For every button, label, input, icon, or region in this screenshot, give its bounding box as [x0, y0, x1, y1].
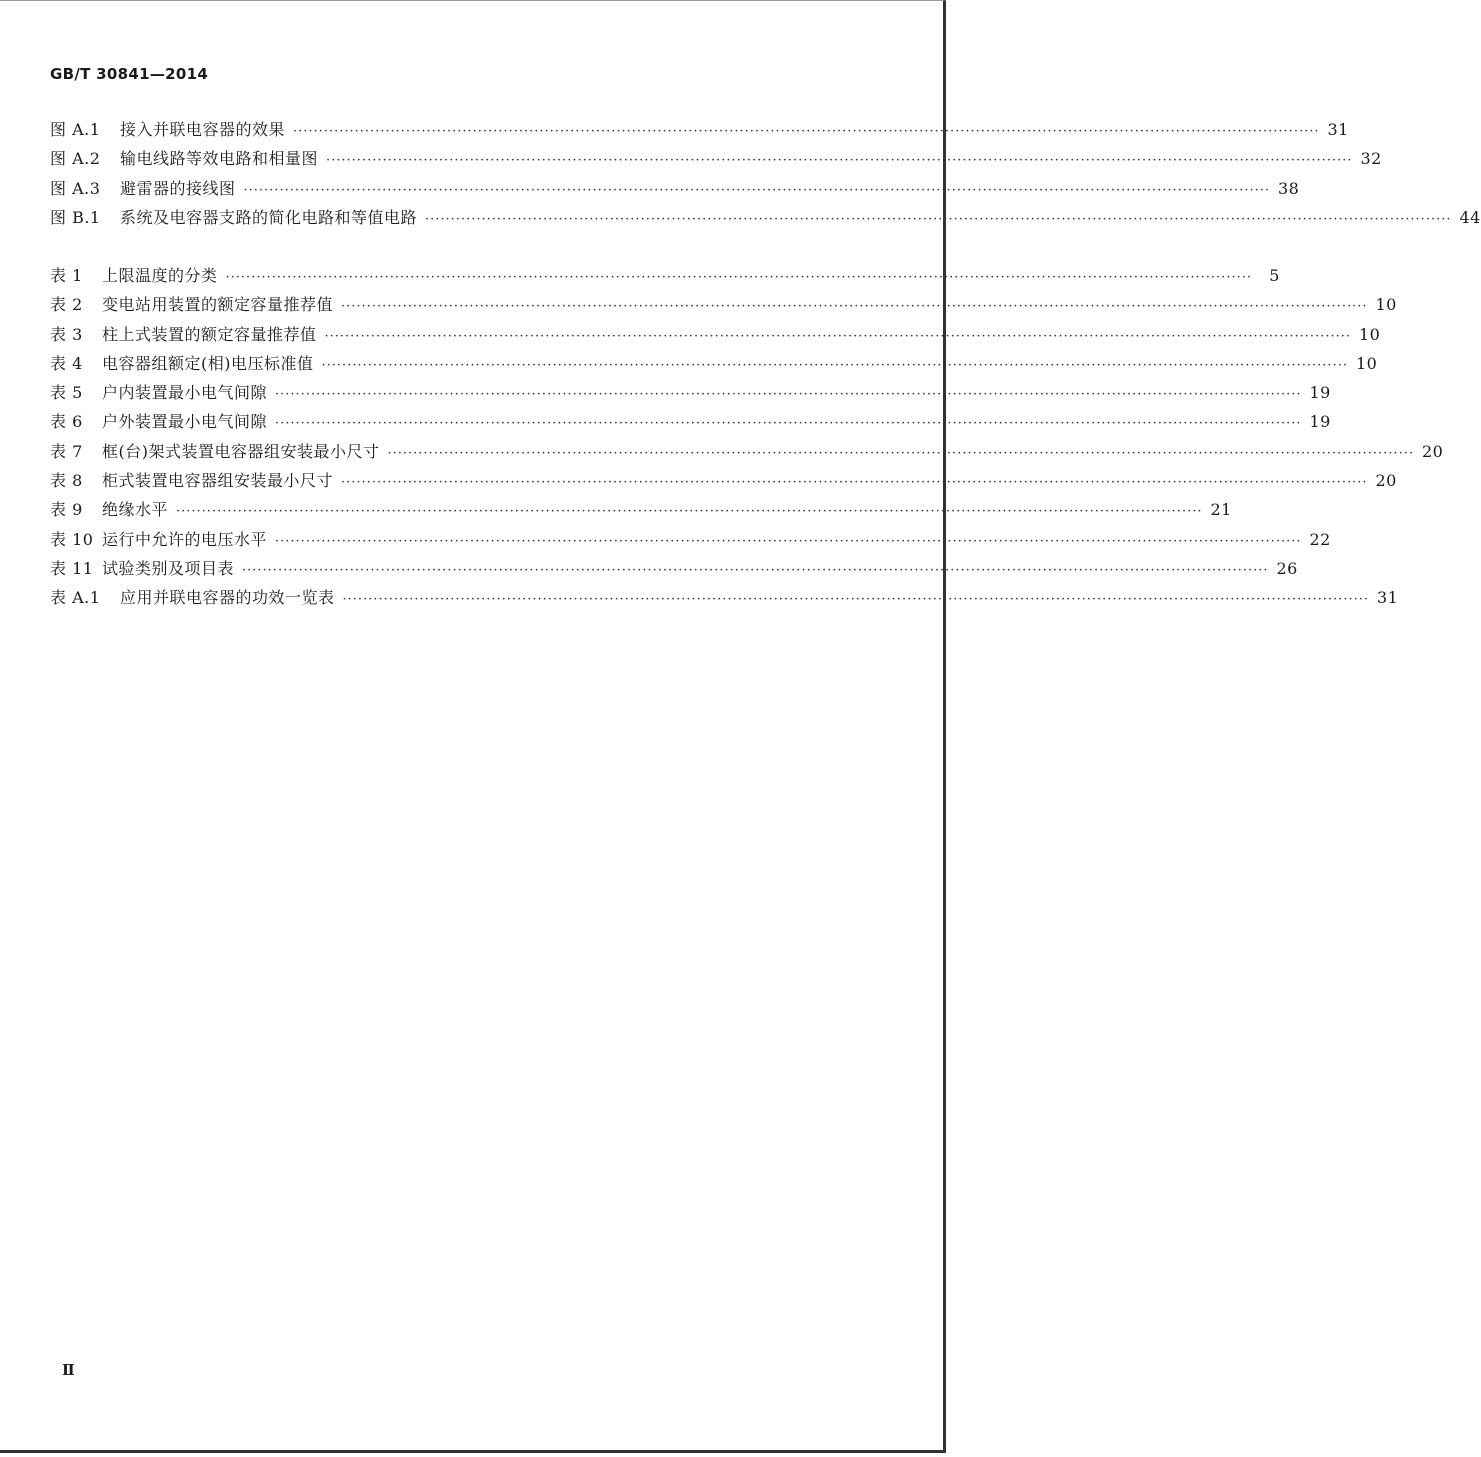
toc-entry — [50, 554, 1298, 583]
leader-dots: ········································································································································································································ — [324, 328, 1351, 344]
toc-entry-title: 应用并联电容器的功效一览表 — [120, 588, 335, 608]
toc-entry-title: 系统及电容器支路的简化电路和等值电路 — [120, 207, 418, 227]
toc-entry-page: 31 — [1327, 120, 1349, 139]
toc-entry-label: 表 1 — [50, 266, 83, 285]
toc-entry-label: 表 A.1 — [50, 588, 101, 608]
toc-entry-page: 19 — [1309, 412, 1331, 432]
leader-dots: ········································································································································································································ — [342, 592, 1369, 608]
toc-entry-page: 10 — [1375, 295, 1397, 315]
leader-dots: ········································································································································································································ — [293, 124, 1320, 139]
toc-entry-page: 38 — [1277, 178, 1300, 198]
toc-entry-page: 21 — [1210, 500, 1232, 520]
toc-entry-label: 图 A.2 — [50, 149, 101, 169]
toc-entry-label: 图 B.1 — [50, 207, 101, 227]
toc-entry-page: 20 — [1421, 441, 1444, 461]
toc-entry-page: 26 — [1276, 558, 1298, 578]
toc-entry-title: 框(台)架式装置电容器组安装最小尺寸 — [102, 441, 380, 461]
leader-dots: ········································································································································································································ — [242, 562, 1269, 578]
toc-entry-label: 表 7 — [50, 441, 83, 461]
leader-dots: ········································································································································································································ — [275, 416, 1302, 432]
toc-entry-label: 表 8 — [50, 471, 83, 491]
toc-entry-label: 表 9 — [50, 500, 83, 520]
toc-entry-page: 5 — [1269, 266, 1280, 285]
toc-entry-label: 图 A.3 — [50, 178, 101, 198]
leader-dots: ········································································································································································································ — [275, 387, 1302, 403]
page-number: Ⅱ — [62, 1361, 75, 1379]
toc-entry-title: 户内装置最小电气间隙 — [102, 383, 268, 403]
toc-entry-label: 表 2 — [50, 295, 83, 315]
toc-entry — [50, 349, 1378, 378]
table-list — [50, 261, 1444, 613]
document-code: GB/T 30841—2014 — [50, 65, 209, 83]
leader-dots: ········································································································································································································ — [326, 153, 1353, 169]
toc-entry-title: 电容器组额定(相)电压标准值 — [102, 353, 314, 373]
toc-entry-title: 户外装置最小电气间隙 — [102, 412, 268, 432]
leader-dots: ········································································································································································································ — [176, 504, 1203, 520]
toc-entry-title: 避雷器的接线图 — [120, 178, 236, 198]
toc-entry-title: 试验类别及项目表 — [102, 558, 235, 578]
toc-entry — [50, 261, 1280, 290]
toc-entry — [50, 583, 1399, 612]
toc-entry — [50, 115, 1349, 144]
toc-entry-label: 图 A.1 — [50, 120, 101, 139]
toc-entry — [50, 407, 1331, 436]
toc-entry-page: 10 — [1355, 353, 1378, 373]
toc-entry — [50, 437, 1444, 466]
leader-dots: ········································································································································································································ — [387, 445, 1414, 461]
toc-entry-label: 表 3 — [50, 324, 83, 344]
toc-entry — [50, 495, 1232, 524]
leader-dots: ········································································································································································································ — [341, 299, 1368, 315]
toc-entry — [50, 320, 1381, 349]
toc-entry — [50, 466, 1397, 495]
leader-dots: ········································································································································································································ — [275, 533, 1302, 549]
toc-entry-label: 表 10 — [50, 529, 94, 549]
toc-entry-title: 输电线路等效电路和相量图 — [120, 149, 319, 169]
toc-entry-title: 柜式装置电容器组安装最小尺寸 — [102, 471, 334, 491]
leader-dots: ········································································································································································································ — [321, 357, 1348, 373]
toc-entry-label: 表 4 — [50, 353, 83, 373]
toc-entry-title: 上限温度的分类 — [102, 266, 218, 285]
toc-entry — [50, 144, 1382, 173]
toc-entry-title: 变电站用装置的额定容量推荐值 — [102, 295, 334, 315]
toc-entry-page: 22 — [1309, 529, 1331, 549]
toc-entry — [50, 378, 1331, 407]
toc-entry — [50, 290, 1397, 319]
toc-entry — [50, 174, 1300, 203]
toc-entry-title: 绝缘水平 — [102, 500, 169, 520]
leader-dots: ········································································································································································································ — [225, 270, 1252, 285]
toc-entry-title: 柱上式装置的额定容量推荐值 — [102, 324, 317, 344]
toc-entry-page: 20 — [1375, 471, 1397, 491]
figure-list — [50, 115, 1481, 232]
leader-dots: ········································································································································································································ — [425, 211, 1452, 227]
toc-entry — [50, 525, 1331, 554]
toc-entry-page: 10 — [1358, 324, 1381, 344]
toc-entry-page: 32 — [1360, 149, 1382, 169]
toc-entry-page: 31 — [1376, 588, 1399, 608]
toc-entry-label: 表 5 — [50, 383, 83, 403]
toc-entry-label: 表 11 — [50, 558, 94, 578]
toc-entry — [50, 203, 1481, 232]
toc-entry-label: 表 6 — [50, 412, 83, 432]
toc-entry-page: 44 — [1459, 207, 1481, 227]
toc-entry-title: 运行中允许的电压水平 — [102, 529, 268, 549]
leader-dots: ········································································································································································································ — [341, 475, 1368, 491]
toc-entry-page: 19 — [1309, 383, 1331, 403]
toc-entry-title: 接入并联电容器的效果 — [120, 120, 286, 139]
leader-dots: ········································································································································································································ — [243, 182, 1270, 198]
